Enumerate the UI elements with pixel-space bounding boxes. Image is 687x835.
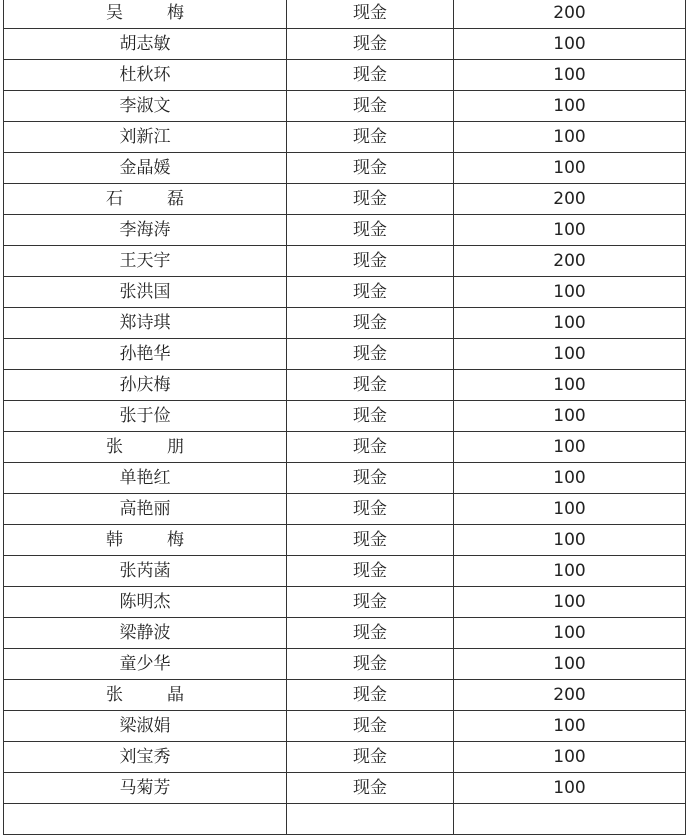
donation-amount: 100 <box>454 215 686 246</box>
table-row <box>4 587 686 618</box>
donor-name-cell <box>4 215 287 246</box>
donor-name: 单艳红 <box>119 468 171 488</box>
donation-type: 现金 <box>287 618 454 649</box>
donor-name: 刘新江 <box>119 127 171 147</box>
donation-amount: 200 <box>454 246 686 277</box>
donation-type: 现金 <box>287 215 454 246</box>
donor-name: 郑诗琪 <box>119 313 171 333</box>
donation-amount: 200 <box>454 184 686 215</box>
table-row <box>4 91 686 122</box>
donor-name-cell <box>4 525 287 556</box>
donation-amount: 100 <box>454 711 686 742</box>
donor-name: 李淑文 <box>119 96 171 116</box>
donation-type: 现金 <box>287 680 454 711</box>
name-cell-empty <box>4 804 287 835</box>
donor-name: 梁静波 <box>119 623 171 643</box>
donor-name: 张于俭 <box>119 406 171 426</box>
donation-amount: 100 <box>454 587 686 618</box>
table-row <box>4 184 686 215</box>
donor-name-cell <box>4 0 287 29</box>
donation-type: 现金 <box>287 649 454 680</box>
donation-type: 现金 <box>287 494 454 525</box>
donation-type: 现金 <box>287 432 454 463</box>
donor-name: 韩 梅 <box>106 530 184 550</box>
table-row <box>4 122 686 153</box>
donor-name: 石 磊 <box>106 189 184 209</box>
donor-name: 胡志敏 <box>119 34 171 54</box>
donor-name: 张 朋 <box>106 437 184 457</box>
table-row <box>4 29 686 60</box>
donor-name: 张 晶 <box>106 685 184 705</box>
table-row <box>4 153 686 184</box>
donation-amount: 100 <box>454 742 686 773</box>
donation-type: 现金 <box>287 463 454 494</box>
donation-amount: 100 <box>454 277 686 308</box>
donation-type: 现金 <box>287 556 454 587</box>
table-row <box>4 0 686 29</box>
donor-name: 童少华 <box>119 654 171 674</box>
donor-name-cell <box>4 29 287 60</box>
donation-amount: 100 <box>454 339 686 370</box>
donor-name-cell <box>4 91 287 122</box>
donor-name: 孙艳华 <box>119 344 171 364</box>
donor-name-cell <box>4 246 287 277</box>
table-row <box>4 339 686 370</box>
donation-amount: 100 <box>454 556 686 587</box>
table-row-cut-off <box>4 804 686 835</box>
donor-name-cell <box>4 618 287 649</box>
donation-amount: 100 <box>454 432 686 463</box>
donor-name: 梁淑娟 <box>119 716 171 736</box>
donor-name: 杜秋环 <box>119 65 171 85</box>
donor-name: 金晶媛 <box>119 158 171 178</box>
donor-name-cell <box>4 680 287 711</box>
table-row <box>4 277 686 308</box>
donor-name-cell <box>4 587 287 618</box>
donor-name-cell <box>4 401 287 432</box>
donation-amount: 200 <box>454 0 686 29</box>
donor-name-cell <box>4 122 287 153</box>
donation-amount: 100 <box>454 91 686 122</box>
donor-name: 陈明杰 <box>119 592 171 612</box>
donation-table-body <box>4 0 686 804</box>
donor-name-cell <box>4 308 287 339</box>
donation-type: 现金 <box>287 308 454 339</box>
donor-name-cell <box>4 153 287 184</box>
table-row <box>4 773 686 804</box>
table-row <box>4 432 686 463</box>
donor-name: 张芮菡 <box>119 561 171 581</box>
donor-name-cell <box>4 742 287 773</box>
donation-type: 现金 <box>287 29 454 60</box>
donation-amount: 100 <box>454 60 686 91</box>
donation-amount: 100 <box>454 773 686 804</box>
donation-type: 现金 <box>287 122 454 153</box>
donation-type: 现金 <box>287 711 454 742</box>
donor-name: 刘宝秀 <box>119 747 171 767</box>
donor-name-cell <box>4 494 287 525</box>
donation-amount: 100 <box>454 649 686 680</box>
table-row <box>4 711 686 742</box>
donation-amount: 100 <box>454 525 686 556</box>
table-row <box>4 525 686 556</box>
donation-type: 现金 <box>287 0 454 29</box>
donation-amount: 100 <box>454 618 686 649</box>
donor-name: 高艳丽 <box>119 499 171 519</box>
table-row <box>4 246 686 277</box>
donor-name-cell <box>4 184 287 215</box>
donation-type: 现金 <box>287 246 454 277</box>
donation-amount: 100 <box>454 308 686 339</box>
donor-name: 吴 梅 <box>106 3 184 23</box>
donation-type: 现金 <box>287 525 454 556</box>
donation-table <box>3 0 686 835</box>
donor-name-cell <box>4 649 287 680</box>
donation-amount: 100 <box>454 122 686 153</box>
table-row <box>4 680 686 711</box>
donation-type: 现金 <box>287 742 454 773</box>
donation-type: 现金 <box>287 153 454 184</box>
donor-name: 王天宇 <box>119 251 171 271</box>
donor-name-cell <box>4 711 287 742</box>
donor-name: 孙庆梅 <box>119 375 171 395</box>
donor-name-cell <box>4 463 287 494</box>
donor-name: 张洪国 <box>119 282 171 302</box>
table-row <box>4 742 686 773</box>
donor-name-cell <box>4 277 287 308</box>
donation-type: 现金 <box>287 587 454 618</box>
table-row <box>4 556 686 587</box>
table-row <box>4 401 686 432</box>
donation-type: 现金 <box>287 773 454 804</box>
table-row <box>4 463 686 494</box>
table-row <box>4 370 686 401</box>
donation-amount: 100 <box>454 401 686 432</box>
donor-name-cell <box>4 556 287 587</box>
donor-name-cell <box>4 370 287 401</box>
donation-type: 现金 <box>287 60 454 91</box>
donor-name: 马菊芳 <box>119 778 171 798</box>
donor-name-cell <box>4 60 287 91</box>
table-row <box>4 308 686 339</box>
donation-amount: 100 <box>454 153 686 184</box>
donor-name-cell <box>4 773 287 804</box>
donation-amount: 100 <box>454 370 686 401</box>
donation-type: 现金 <box>287 339 454 370</box>
donor-name-cell <box>4 432 287 463</box>
table-row <box>4 215 686 246</box>
table-row <box>4 60 686 91</box>
amount-cell-empty <box>454 804 686 835</box>
table-row <box>4 494 686 525</box>
donor-name-cell <box>4 339 287 370</box>
donation-amount: 100 <box>454 463 686 494</box>
donor-name: 李海涛 <box>119 220 171 240</box>
table-row <box>4 618 686 649</box>
donation-type: 现金 <box>287 370 454 401</box>
donation-amount: 100 <box>454 494 686 525</box>
donation-amount: 200 <box>454 680 686 711</box>
donation-type: 现金 <box>287 401 454 432</box>
donation-amount: 100 <box>454 29 686 60</box>
donation-type: 现金 <box>287 91 454 122</box>
table-row <box>4 649 686 680</box>
donation-type: 现金 <box>287 184 454 215</box>
donation-type: 现金 <box>287 277 454 308</box>
type-cell-empty <box>287 804 454 835</box>
